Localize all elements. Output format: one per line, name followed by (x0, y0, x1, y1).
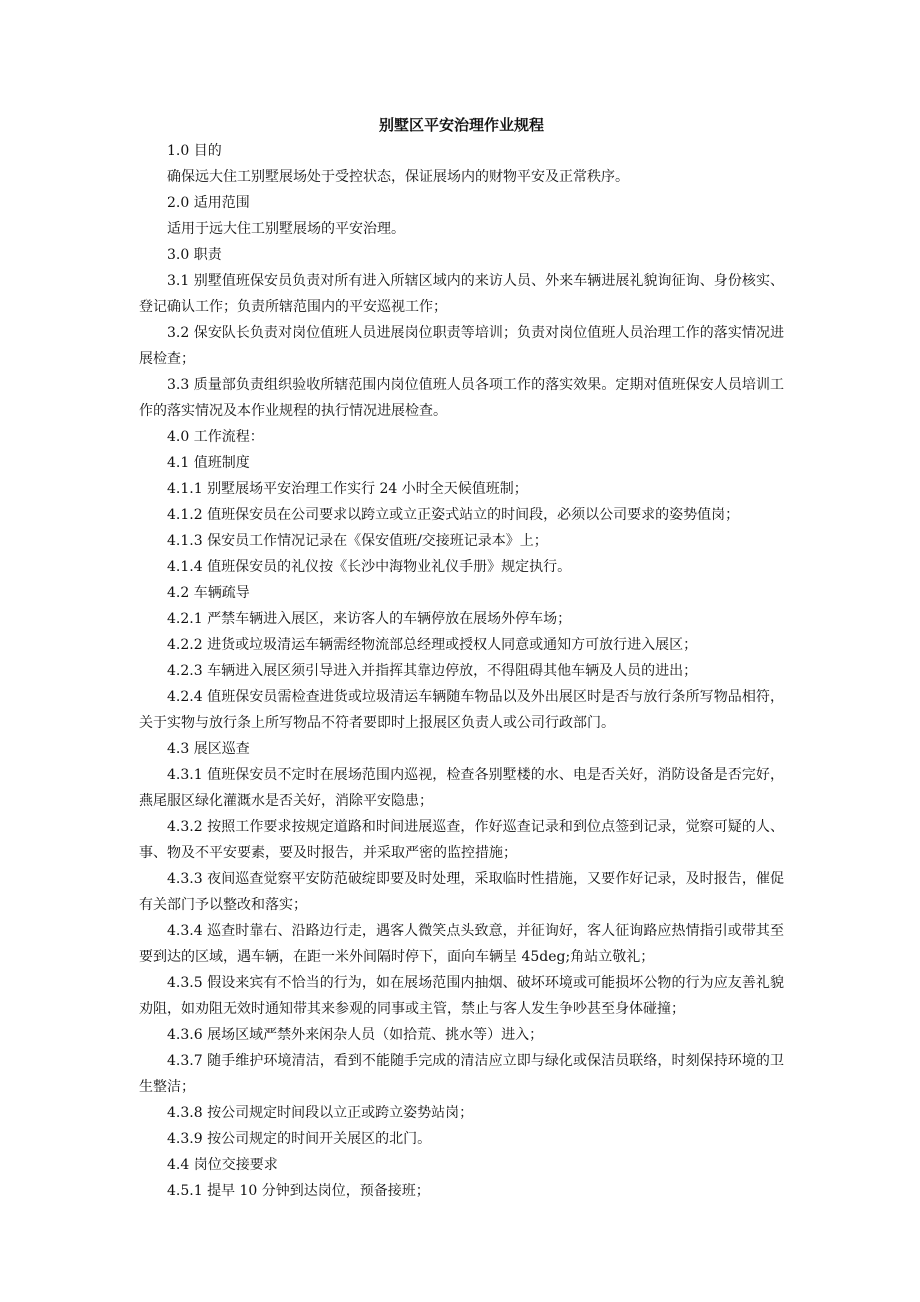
document-page (139, 112, 784, 1204)
document-body (139, 138, 784, 1204)
paragraph: 4.3.1 值班保安员不定时在展场范围内巡视，检查各别墅楼的水、电是否关好，消防设备是否完好，燕尾服区绿化灌溉水是否关好，消除平安隐患； (139, 767, 784, 809)
document-title: 别墅区平安治理作业规程 (378, 116, 544, 134)
paragraph: 4.2.4 值班保安员需检查进货或垃圾清运车辆随车物品以及外出展区时是否与放行条所写物品相符，关于实物与放行条上所写物品不符者要即时上报展区负责人或公司行政部门。 (139, 689, 784, 731)
paragraph: 1.0 目的 (167, 143, 222, 159)
paragraph: 4.3.3 夜间巡查觉察平安防范破绽即要及时处理，采取临时性措施，又要作好记录，及时报告，催促有关部门予以整改和落实； (139, 871, 784, 913)
paragraph: 4.5.1 提早 10 分钟到达岗位，预备接班； (167, 1183, 430, 1199)
paragraph: 3.2 保安队长负责对岗位值班人员进展岗位职责等培训；负责对岗位值班人员治理工作的落实情况进展检查； (139, 325, 784, 367)
paragraph: 4.3.7 随手维护环境清洁，看到不能随手完成的清洁应立即与绿化或保洁员联络，时刻保持环境的卫生整洁； (139, 1053, 784, 1095)
paragraph: 确保远大住工别墅展场处于受控状态，保证展场内的财物平安及正常秩序。 (167, 169, 629, 185)
paragraph: 4.3.9 按公司规定的时间开关展区的北门。 (167, 1131, 432, 1147)
paragraph: 4.1.2 值班保安员在公司要求以跨立或立正姿式站立的时间段，必须以公司要求的姿势值岗； (167, 507, 740, 523)
paragraph: 4.2 车辆疏导 (167, 585, 250, 601)
paragraph: 3.3 质量部负责组织验收所辖范围内岗位值班人员各项工作的落实效果。定期对值班保安人员培训工作的落实情况及本作业规程的执行情况进展检查。 (139, 377, 784, 419)
paragraph: 4.1.1 别墅展场平安治理工作实行 24 小时全天候值班制； (167, 481, 528, 497)
paragraph: 2.0 适用范围 (167, 195, 250, 211)
paragraph: 4.2.1 严禁车辆进入展区，来访客人的车辆停放在展场外停车场； (167, 611, 572, 627)
paragraph: 3.0 职责 (167, 247, 222, 263)
paragraph: 4.3.8 按公司规定时间段以立正或跨立姿势站岗； (167, 1105, 474, 1121)
paragraph: 4.3.4 巡查时靠右、沿路边行走，遇客人微笑点头致意，并征询好，客人征询路应热情指引或带其至要到达的区域，遇车辆，在距一米外间隔时停下，面向车辆呈 45deg;角站立敬礼； (139, 923, 784, 965)
paragraph: 4.3.6 展场区域严禁外来闲杂人员（如拾荒、挑水等）进入； (167, 1027, 544, 1043)
paragraph: 4.3 展区巡查 (167, 741, 250, 757)
paragraph: 4.2.2 进货或垃圾清运车辆需经物流部总经理或授权人同意或通知方可放行进入展区； (167, 637, 698, 653)
paragraph: 4.1.4 值班保安员的礼仪按《长沙中海物业礼仪手册》规定执行。 (167, 559, 572, 575)
paragraph: 4.3.2 按照工作要求按规定道路和时间进展巡查，作好巡查记录和到位点签到记录，觉察可疑的人、事、物及不平安要素，要及时报告，并采取严密的监控措施； (139, 819, 784, 861)
paragraph: 4.1.3 保安员工作情况记录在《保安值班/交接班记录本》上； (167, 533, 548, 549)
paragraph: 4.2.3 车辆进入展区须引导进入并指挥其靠边停放，不得阻碍其他车辆及人员的进出； (167, 663, 698, 679)
paragraph: 3.1 别墅值班保安员负责对所有进入所辖区域内的来访人员、外来车辆进展礼貌询征询、身份核实、登记确认工作；负责所辖范围内的平安巡视工作； (139, 273, 784, 315)
paragraph: 适用于远大住工别墅展场的平安治理。 (167, 221, 405, 237)
paragraph: 4.0 工作流程： (167, 429, 264, 445)
paragraph: 4.3.5 假设来宾有不恰当的行为，如在展场范围内抽烟、破坏环境或可能损坏公物的行为应友善礼貌劝阻，如劝阻无效时通知带其来参观的同事或主管，禁止与客人发生争吵甚至身体碰撞； (139, 975, 784, 1017)
paragraph: 4.1 值班制度 (167, 455, 250, 471)
paragraph: 4.4 岗位交接要求 (167, 1157, 278, 1173)
